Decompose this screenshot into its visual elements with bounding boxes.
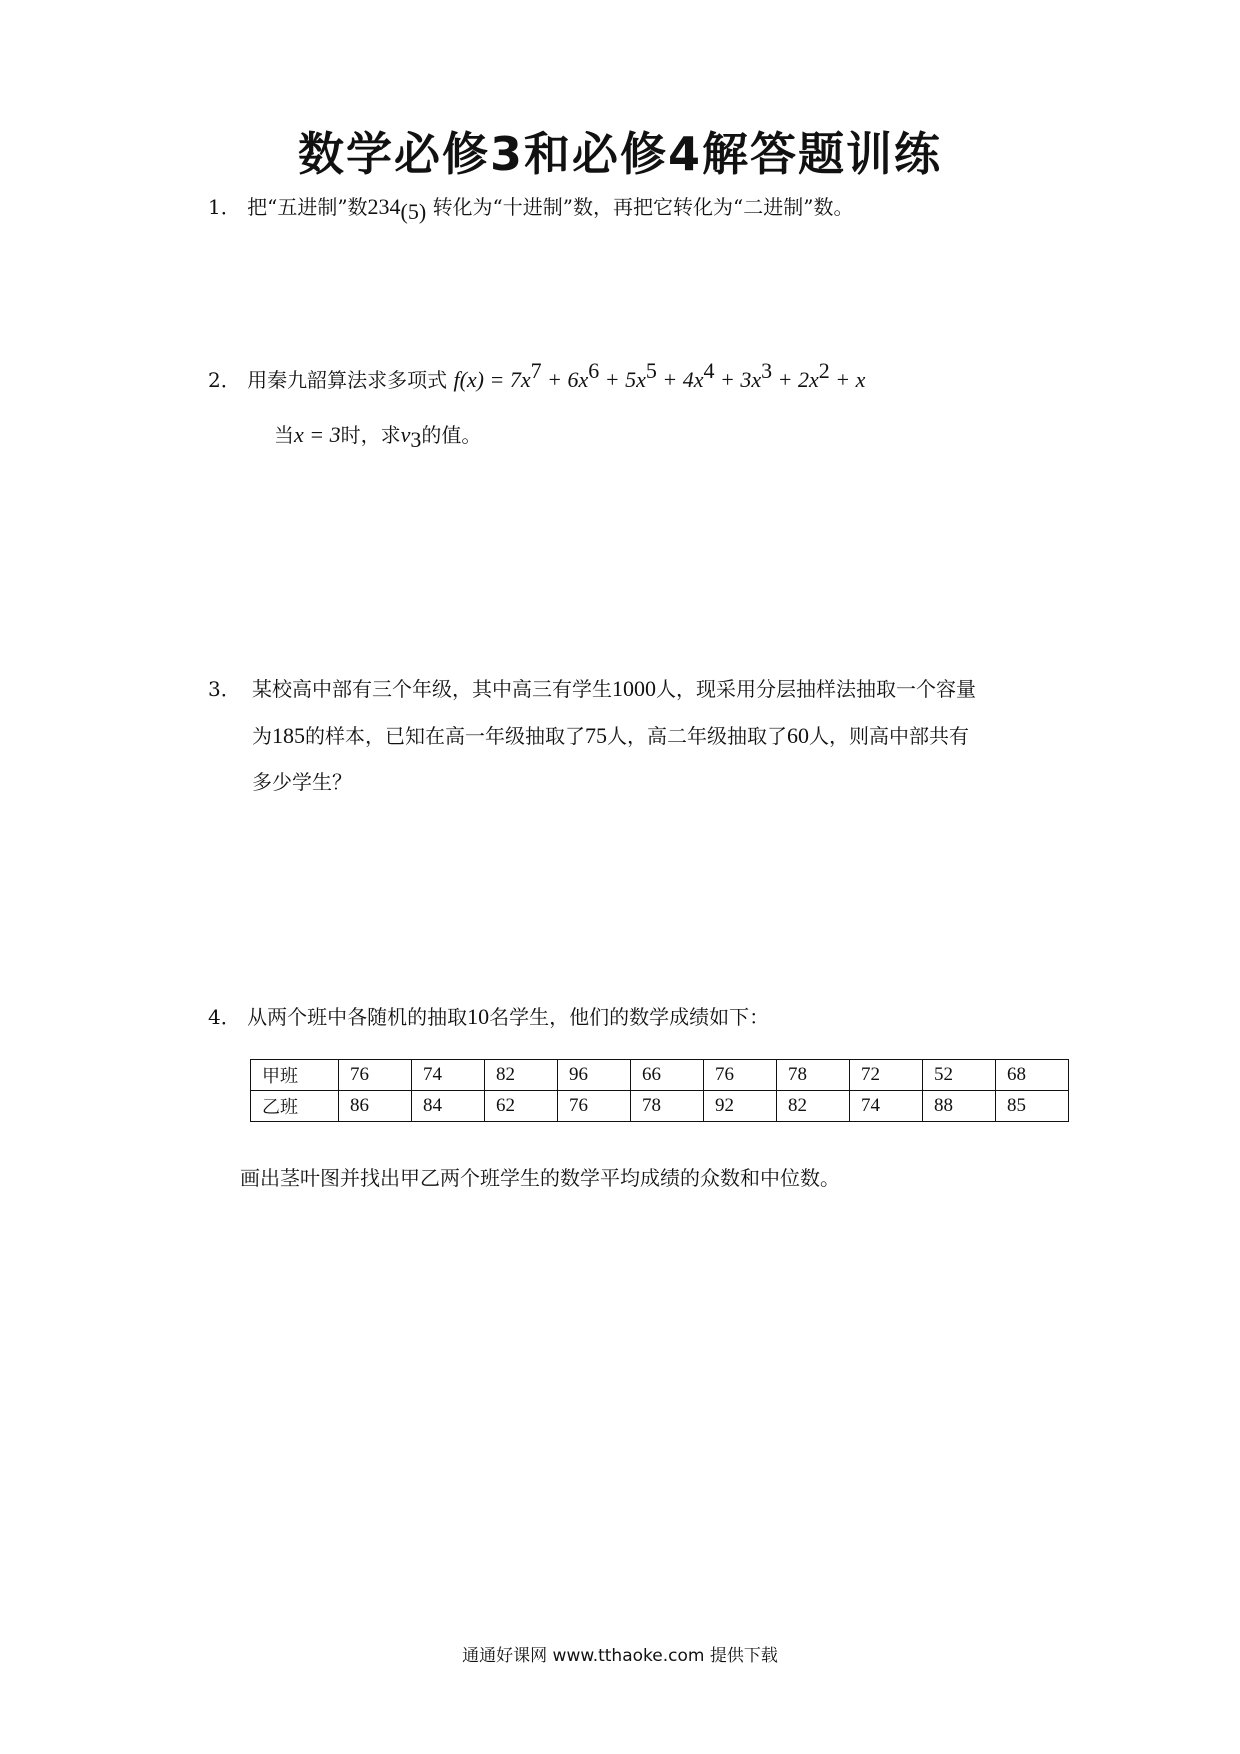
question-2: [208, 357, 865, 394]
score-cell: 74: [412, 1060, 485, 1091]
question-1: [208, 193, 853, 226]
polynomial-func: f(x) = 7x: [453, 367, 531, 392]
exp-5: 5: [645, 358, 657, 383]
score-cell: 62: [485, 1091, 558, 1122]
score-cell: 52: [923, 1060, 996, 1091]
term-4: + 4x: [656, 367, 704, 392]
question-3-l1-a: 某校高中部有三个年级，其中高三有学生: [252, 677, 612, 701]
question-3-l2-b: 的样本，已知在高一年级抽取了: [305, 724, 585, 748]
scores-table: [250, 1059, 1069, 1122]
score-cell: 78: [777, 1060, 850, 1091]
question-3-line-1: [252, 675, 976, 703]
question-2-line2-b: 时，求: [340, 423, 401, 447]
term-3: + 3x: [714, 367, 762, 392]
term-5: + 5x: [599, 367, 646, 392]
score-cell: 88: [923, 1091, 996, 1122]
term-2: + 2x: [772, 367, 819, 392]
score-cell: 96: [558, 1060, 631, 1091]
question-3-n1000: 1000: [612, 676, 656, 701]
exp-7: 7: [530, 358, 542, 383]
question-4-text-b: 名学生，他们的数学成绩如下：: [489, 1005, 770, 1029]
question-2-condition: x = 3: [294, 422, 341, 447]
score-cell: 76: [558, 1091, 631, 1122]
exp-4: 4: [703, 358, 715, 383]
question-2-line-2: [274, 421, 481, 454]
term-6: + 6x: [541, 367, 589, 392]
score-cell: 92: [704, 1091, 777, 1122]
question-3-l2-a: 为: [252, 724, 272, 748]
question-4-number: 4．: [208, 1005, 241, 1029]
question-1-text-a: 把“五进制”数: [247, 195, 368, 219]
question-4-instruction: 画出茎叶图并找出甲乙两个班学生的数学平均成绩的众数和中位数。: [240, 1166, 840, 1190]
question-2-v-sub: 3: [410, 427, 422, 452]
question-3-line-3: 多少学生？: [252, 770, 352, 794]
exp-2: 2: [818, 358, 830, 383]
question-3-n60: 60: [787, 723, 809, 748]
question-2-line2-a: 当: [274, 423, 294, 447]
question-1-value: 234: [367, 194, 401, 219]
question-3-line-2: [252, 722, 969, 750]
question-2-text-a: 用秦九韶算法求多项式: [247, 368, 448, 392]
question-3-l1-b: 人，现采用分层抽样法抽取一个容量: [656, 677, 976, 701]
score-cell: 86: [339, 1091, 412, 1122]
score-cell: 85: [996, 1091, 1069, 1122]
question-3-number: 3．: [208, 677, 241, 701]
score-cell: 82: [777, 1091, 850, 1122]
score-cell: 68: [996, 1060, 1069, 1091]
score-cell: 82: [485, 1060, 558, 1091]
term-1: + x: [829, 367, 866, 392]
score-cell: 74: [850, 1091, 923, 1122]
score-cell: 78: [631, 1091, 704, 1122]
page-footer: 通通好课网 www.tthaoke.com 提供下载: [462, 1646, 778, 1666]
question-3-n185: 185: [272, 723, 305, 748]
exp-6: 6: [588, 358, 600, 383]
score-cell: 76: [704, 1060, 777, 1091]
question-2-number: 2．: [208, 368, 241, 392]
row-label: 甲班: [251, 1060, 339, 1091]
table-row-class-a: [251, 1060, 1069, 1091]
question-1-text-b: 转化为“十进制”数，再把它转化为“二进制”数。: [432, 195, 854, 219]
question-4-n10: 10: [467, 1004, 490, 1029]
row-label: 乙班: [251, 1091, 339, 1122]
score-cell: 76: [339, 1060, 412, 1091]
question-4-text-a: 从两个班中各随机的抽取: [247, 1005, 468, 1029]
question-1-number: 1．: [208, 195, 241, 219]
question-3-n75: 75: [585, 723, 607, 748]
question-1-base: (5): [400, 199, 427, 224]
score-cell: 66: [631, 1060, 704, 1091]
question-3-l2-c: 人，高二年级抽取了: [607, 724, 787, 748]
exp-3: 3: [761, 358, 773, 383]
question-2-v: v: [400, 422, 411, 447]
question-2-line2-c: 的值。: [421, 423, 482, 447]
score-cell: 84: [412, 1091, 485, 1122]
question-3-l2-d: 人，则高中部共有: [809, 724, 969, 748]
question-4: [208, 1003, 769, 1031]
score-cell: 72: [850, 1060, 923, 1091]
page-title: 数学必修3和必修4解答题训练: [297, 127, 942, 181]
table-row-class-b: [251, 1091, 1069, 1122]
